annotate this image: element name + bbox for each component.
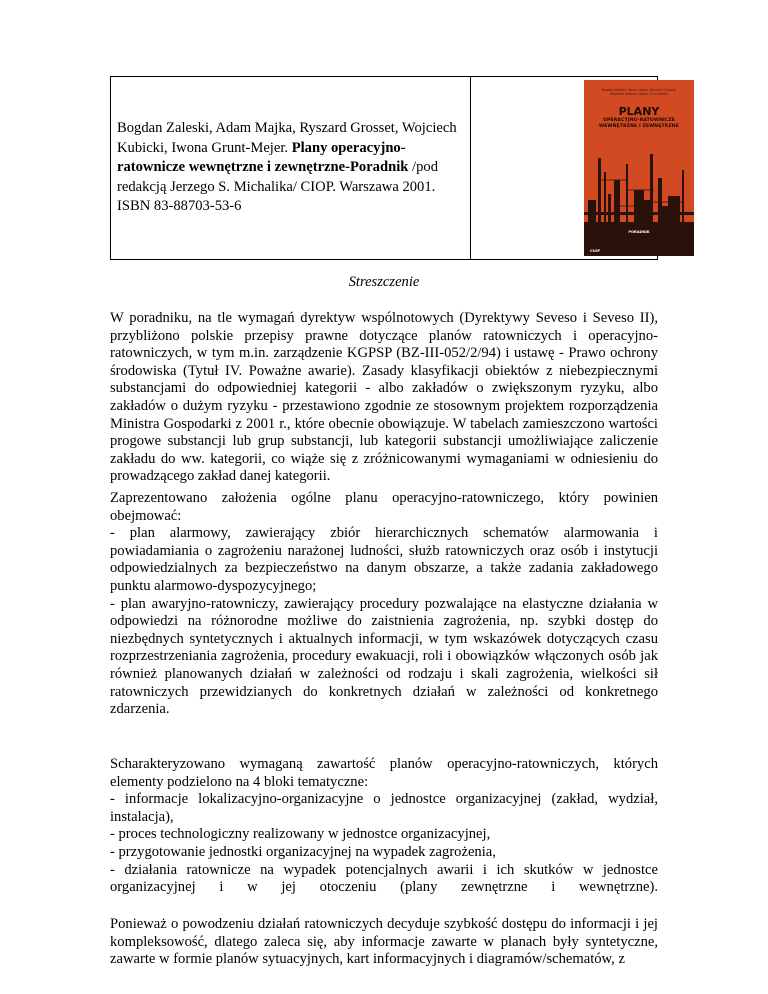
cover-title-line2: OPERACYJNO-RATOWNICZE bbox=[603, 118, 675, 123]
paragraph-3-item-4: - działania ratownicze na wypadek potencjalnych awarii i ich skutków w jednostce organizacyjnej i w jej otoczeniu (plany zewnętrzne i wewnętrzne). bbox=[110, 861, 658, 896]
paragraph-3-item-2: - proces technologiczny realizowany w jednostce organizacyjnej, bbox=[110, 826, 491, 843]
paragraph-2-intro: Zaprezentowano założenia ogólne planu operacyjno-ratowniczego, który powinien obejmować: bbox=[110, 490, 658, 524]
citation-authors: Bogdan Zaleski, Adam Majka, Ryszard Grosset, Wojciech Kubicki, Iwona Grunt-Mejer. bbox=[117, 120, 457, 156]
paragraph-2 bbox=[110, 490, 658, 719]
cover-publisher: CIOP bbox=[590, 248, 601, 253]
citation-title: Plany operacyjno-ratownicze wewnętrzne i zewnętrzne-Poradnik bbox=[117, 139, 409, 176]
paragraph-2-item-2: - plan awaryjno-ratowniczy, zawierający procedury pozwalające na elastyczne działania w odpowiedzi na różnorodne możliwe do zaistnienia zagrożenia, np. szybki dostęp do niezbędnych syntetycznych i aktualnych informacji, w tym wskazówek dotyczących czasu rozprzestrzeniania zagrożenia, procedury ewakuacji, roli i obowiązków włączonych osób jak również planowanych działań w zależności od rodzaju i skali zagrożenia, wielkości sił ratowniczych przewidzianych do konkretnych działań w zależności od konkretnego zdarzenia. bbox=[110, 595, 658, 718]
cover-title-main: PLANY bbox=[618, 105, 660, 118]
summary-heading: Streszczenie bbox=[348, 274, 420, 290]
cover-authors: Bogdan Zaleski, Adam Majka, Ryszard Grosset, Wojciech Kubicki, Iwona Grunt-Mejer bbox=[601, 88, 677, 96]
citation-cell bbox=[111, 77, 471, 259]
paragraph-1: W poradniku, na tle wymagań dyrektyw wspólnotowych (Dyrektywy Seveso i Seveso II), przybliżono polskie przepisy prawne dotyczące planów ratowniczych i operacyjno-ratowniczych, w tym m.in. zarządzenie KGPSP (BZ-III-052/2/94) i ustawę - Prawo ochrony środowiska (Tytuł IV. Poważne awarie). Zasady klasyfikacji obiektów z niebezpiecznymi substancjami do odpowiedniej kategorii - albo zakładów o zwiększonym ryzyku, albo zakładów o dużym ryzyku - przestawiono zgodnie ze stosownym projektem rozporządzenia Ministra Gospodarki z 2001 r., które obecnie obowiązuje. W tabelach zamieszczono wartości progowe substancji lub grup substancji, lub kategorii substancji umożliwiające zaliczenie zakładu do ww. kategorii, co wiąże się z zróżnicowanymi wymaganiami w odniesieniu do prowadzącego zakład danej kategorii. bbox=[110, 310, 658, 485]
paragraph-3 bbox=[110, 756, 658, 897]
cover-cell bbox=[471, 77, 679, 259]
paragraph-2-item-1: - plan alarmowy, zawierający zbiór hierarchicznych schematów alarmowania i powiadamiania o zagrożeniu narażonej ludności, służb ratowniczych oraz osób i instytucji odpowiedzialnych za bezpieczeństwo na danym obszarze, a także zadania zakładowego punktu alarmowo-dyspozycyjnego; bbox=[110, 525, 658, 594]
paragraph-3-item-1: - informacje lokalizacyjno-organizacyjne o jednostce organizacyjnej (zakład, wydział, instalacja), bbox=[110, 791, 658, 825]
cover-title bbox=[588, 106, 690, 129]
citation-text bbox=[117, 119, 464, 217]
citation-details: /pod redakcją Jerzego S. Michalika/ CIOP. Warszawa 2001. ISBN 83-88703-53-6 bbox=[117, 159, 438, 215]
paragraph-3-item-3: - przygotowanie jednostki organizacyjnej na wypadek zagrożenia, bbox=[110, 843, 496, 860]
cover-subtitle: PORADNIK bbox=[628, 230, 650, 234]
cover-title-line3: WEWNĘTRZNE I ZEWNĘTRZNE bbox=[599, 123, 679, 129]
book-cover-image bbox=[584, 80, 694, 256]
refinery-silhouette-icon bbox=[584, 150, 694, 256]
citation-table bbox=[110, 76, 679, 260]
paragraph-4: Ponieważ o powodzeniu działań ratowniczych decyduje szybkość dostępu do informacji i jej kompleksowość, dlatego zaleca się, aby informacje zawarte w planach były syntetyczne, zawarte w formie planów sytuacyjnych, kart informacyjnych i diagramów/schematów, z bbox=[110, 916, 658, 968]
paragraph-3-intro: Scharakteryzowano wymaganą zawartość planów operacyjno-ratowniczych, których elementy podzielono na 4 bloki tematyczne: bbox=[110, 756, 658, 790]
